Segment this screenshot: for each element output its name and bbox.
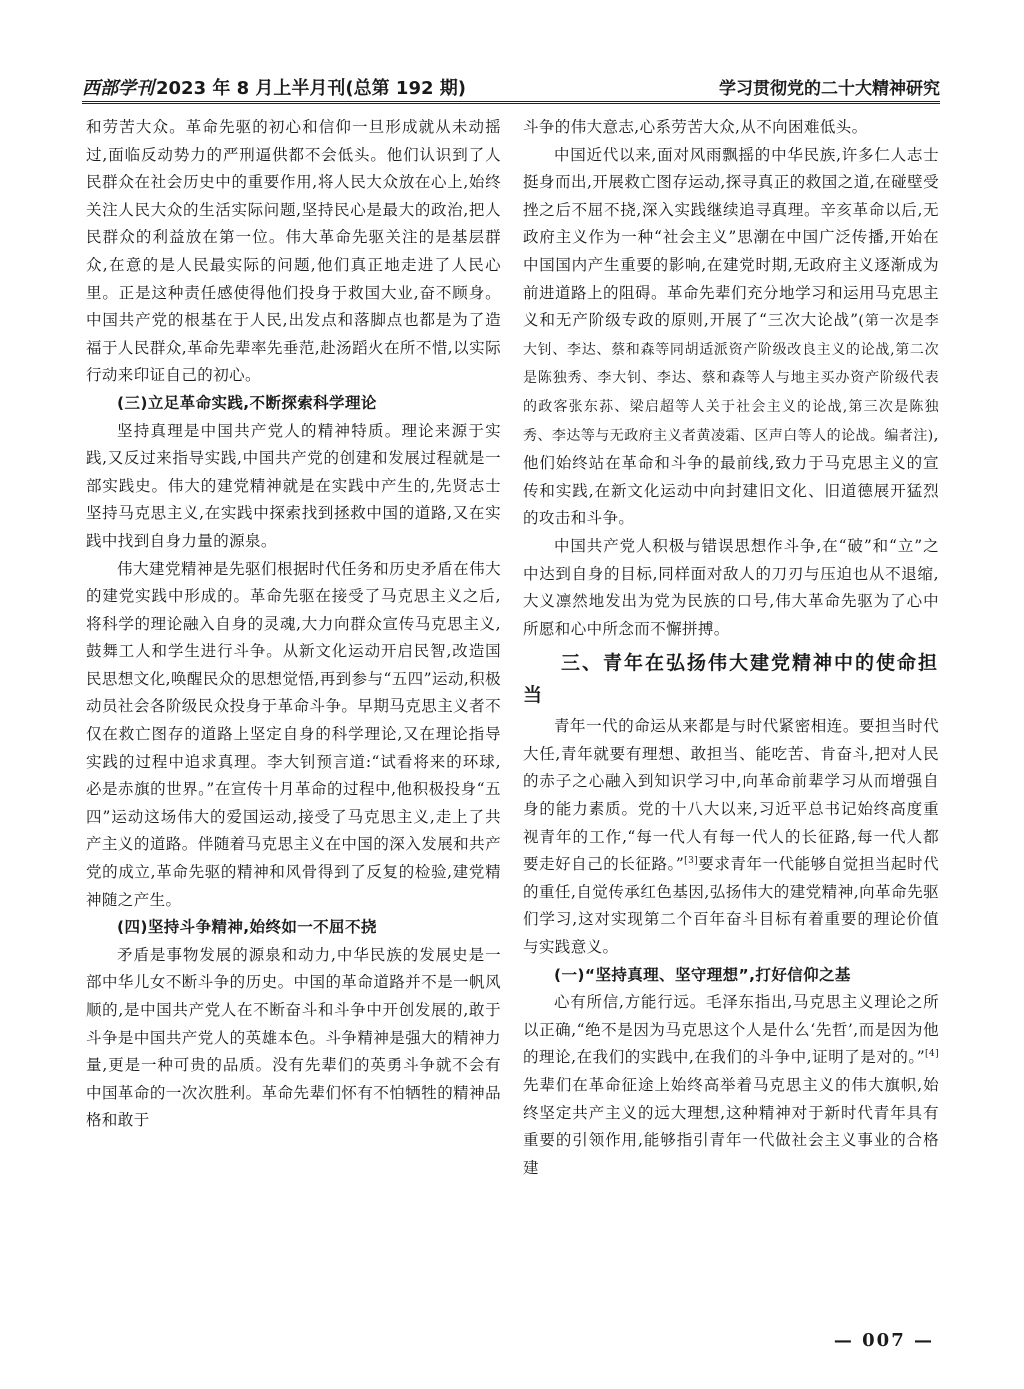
paragraph-text: 中国近代以来,面对风雨飘摇的中华民族,许多仁人志士挺身而出,开展救亡图存运动,探寻真正的救国之道,在碰壁受挫之后不屈不挠,深入实践继续追寻真理。辛亥革命以后,无政府主义作为一种“社会主义”思潮在中国广泛传播,开始在中国国内产生重要的影响,在建党时期,无政府主义逐渐成为前进道路上的阻碍。革命先辈们充分地学习和运用马克思主义和无产阶级专政的原则,开展了“三次大论战” [523, 145, 939, 330]
citation: [3] [684, 856, 699, 867]
editor-note: (第一次是李大钊、李达、蔡和森等同胡适派资产阶级改良主义的论战,第二次是陈独秀、李大钊、李达、蔡和森等人与地主买办资产阶级代表的政客张东荪、梁启超等人关于社会主义的论战,第三次是陈独秀、李达等与无政府主义者黄凌霜、区声白等人的论战。编者注) [523, 313, 939, 444]
paragraph: 和劳苦大众。革命先驱的初心和信仰一旦形成就从未动摇过,面临反动势力的严刑逼供都不会低头。他们认识到了人民群众在社会历史中的重要作用,将人民大众放在心上,始终关注人民大众的生活实际问题,坚持民心是最大的政治,把人民群众的利益放在第一位。伟大革命先驱关注的是基层群众,在意的是人民最实际的问题,他们真正地走进了人民心里。正是这种责任感使得他们投身于救国大业,奋不顾身。中国共产党的根基在于人民,出发点和落脚点也都是为了造福于人民群众,革命先辈率先垂范,赴汤蹈火在所不惜,以实际行动来印证自己的初心。 [86, 118, 501, 385]
paragraph: 斗争的伟大意志,心系劳苦大众,从不向困难低头。 [523, 118, 868, 136]
paragraph-text: 心有所信,方能行远。毛泽东指出,马克思主义理论之所以正确,“绝不是因为马克思这个人是什么‘先哲’,而是因为他的理论,在我们的实践中,在我们的斗争中,证明了是对的。” [523, 993, 939, 1067]
paragraph-text: 青年一代的命运从来都是与时代紧密相连。要担当时代大任,青年就要有理想、敢担当、能吃苦、肯奋斗,把对人民的赤子之心融入到知识学习中,向革命前辈学习从而增强自身的能力素质。党的十八大以来,习近平总书记始终高度重视青年的工作,“每一代人有每一代人的长征路,每一代人都要走好自己的长征路。” [523, 717, 939, 874]
subsection-heading: (三)立足革命实践,不断探索科学理论 [117, 393, 377, 412]
paragraph: 中国共产党人积极与错误思想作斗争,在“破”和“立”之中达到自身的目标,同样面对敌人的刀刃与压迫也从不退缩,大义凛然地发出为党为民族的口号,伟大革命先驱为了心中所愿和心中所念而不懈拼搏。 [523, 536, 939, 638]
paragraph-text: 先辈们在革命征途上始终高举着马克思主义的伟大旗帜,始终坚定共产主义的远大理想,这种精神对于新时代青年具有重要的引领作用,能够指引青年一代做社会主义事业的合格建 [523, 1076, 939, 1177]
paragraph-text: ,他们始终站在革命和斗争的最前线,致力于马克思主义的宣传和实践,在新文化运动中向封建旧文化、旧道德展开猛烈的攻击和斗争。 [523, 425, 939, 528]
section-title: 学习贯彻党的二十大精神研究 [719, 79, 940, 99]
citation: [4] [925, 1049, 939, 1060]
paragraph: 矛盾是事物发展的源泉和动力,中华民族的发展史是一部中华儿女不断斗争的历史。中国的革命道路并不是一帆风顺的,是中国共产党人在不断奋斗和斗争中开创发展的,敢于斗争是中国共产党人的英雄本色。斗争精神是强大的精神力量,更是一种可贵的品质。没有先辈们的英勇斗争就不会有中国革命的一次次胜利。革命先辈们怀有不怕牺牲的精神品格和敢于 [86, 945, 501, 1130]
paragraph: 伟大建党精神是先驱们根据时代任务和历史矛盾在伟大的建党实践中形成的。革命先驱在接受了马克思主义之后,将科学的理论融入自身的灵魂,大力向群众宣传马克思主义,鼓舞工人和学生进行斗争。从新文化运动开启民智,改造国民思想文化,唤醒民众的思想觉悟,再到参与“五四”运动,积极动员社会各阶级民众投身于革命斗争。早期马克思主义者不仅在救亡图存的道路上坚定自身的科学理论,又在理论指导实践的过程中追求真理。李大钊预言道:“试看将来的环球,必是赤旗的世界。”在宣传十月革命的过程中,他积极投身“五四”运动这场伟大的爱国运动,接受了马克思主义,走上了共产主义的道路。伴随着马克思主义在中国的深入发展和共产党的成立,革命先驱的精神和风骨得到了反复的检验,建党精神随之产生。 [86, 559, 501, 909]
right-column [523, 114, 939, 1182]
header-rule [82, 101, 940, 104]
paragraph [523, 713, 939, 961]
subsection-heading: (一)“坚持真理、坚守理想”,打好信仰之基 [554, 965, 851, 984]
paragraph [523, 142, 939, 533]
paragraph [523, 989, 939, 1182]
journal-logo: 西部学刊 [82, 78, 154, 99]
page-header [82, 68, 940, 104]
journal-issue [82, 74, 466, 100]
paragraph: 坚持真理是中国共产党人的精神特质。理论来源于实践,又反过来指导实践,中国共产党的创建和发展过程就是一部实践史。伟大的建党精神就是在实践中产生的,先贤志士坚持马克思主义,在实践中探索找到拯救中国的道路,又在实践中找到自身力量的源泉。 [86, 421, 501, 550]
page-number: — 007 — [833, 1330, 934, 1351]
paragraph-text: 要求青年一代能够自觉担当起时代的重任,自觉传承红色基因,弘扬伟大的建党精神,向革命先驱们学习,这对实现第二个百年奋斗目标有着重要的理论价值与实践意义。 [523, 855, 939, 957]
section-heading: 三、青年在弘扬伟大建党精神中的使命担当 [523, 652, 940, 707]
issue-info: 2023 年 8 月上半月刊(总第 192 期) [156, 78, 466, 99]
left-column [86, 114, 501, 1135]
subsection-heading: (四)坚持斗争精神,始终如一不屈不挠 [117, 918, 377, 937]
